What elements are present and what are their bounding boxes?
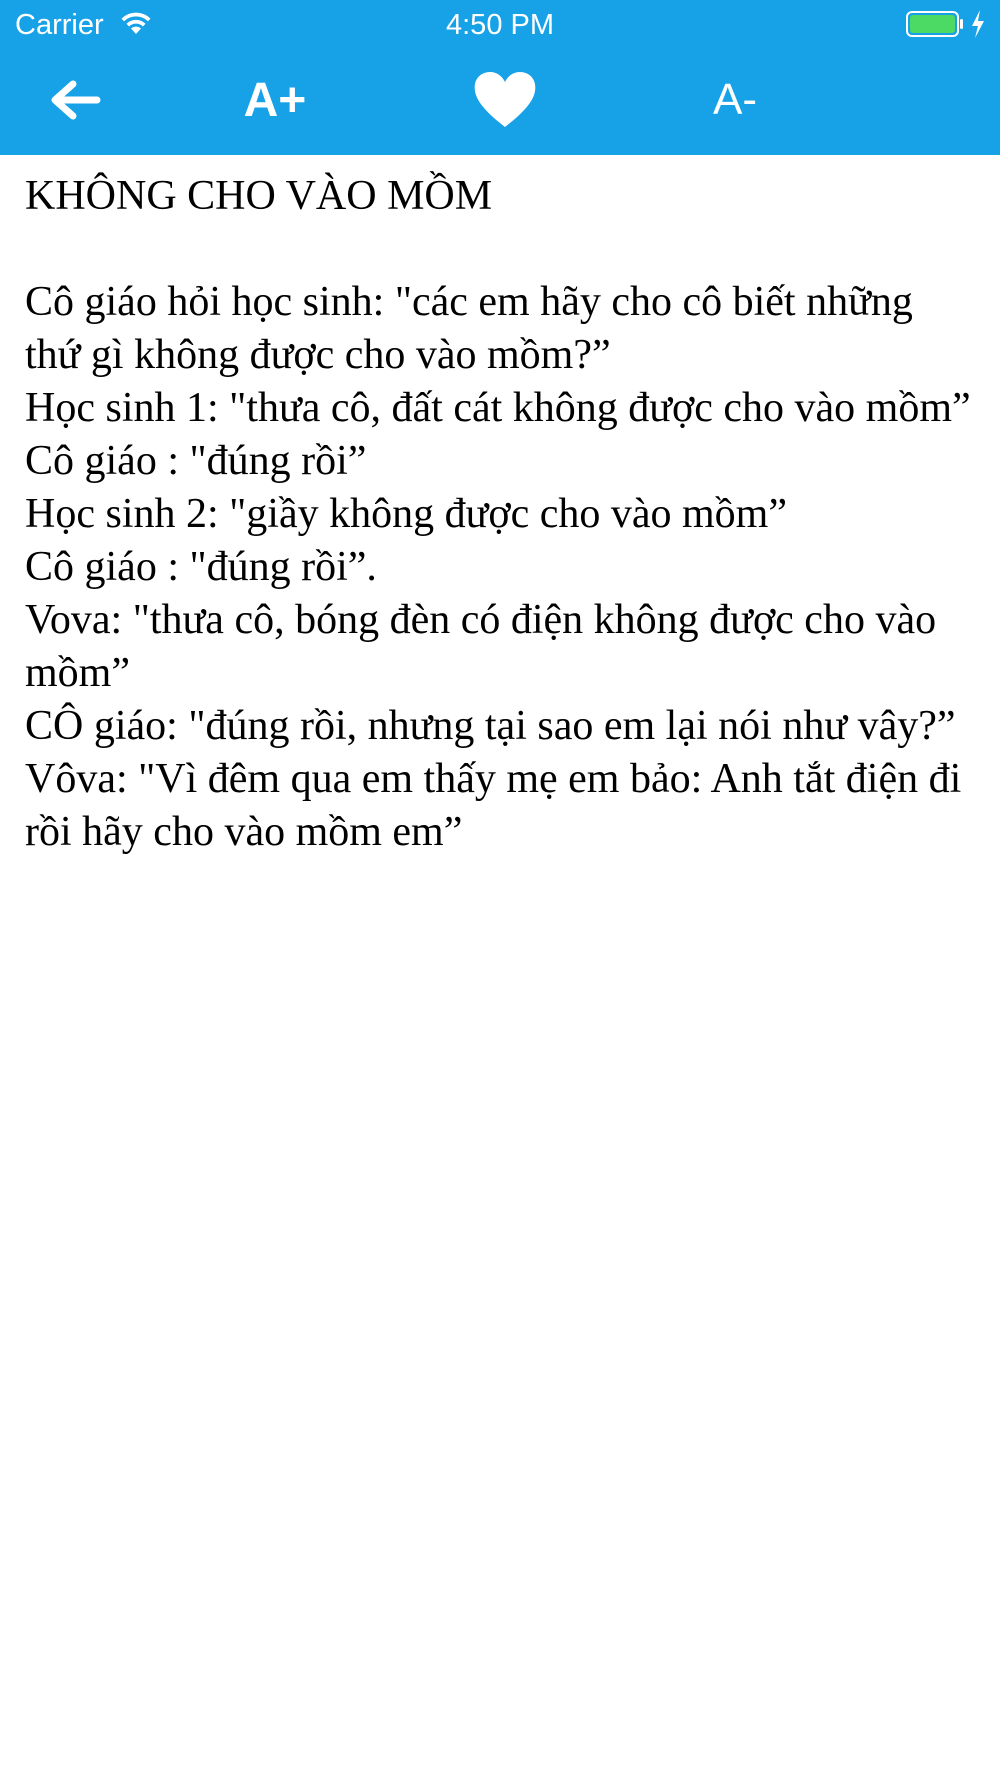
decrease-font-label: A- xyxy=(713,75,757,124)
article-line: Cô giáo hỏi học sinh: "các em hãy cho cô biết những thứ gì không được cho vào mồm?” xyxy=(25,279,913,378)
status-time: 4:50 PM xyxy=(446,9,554,41)
decrease-font-button[interactable] xyxy=(680,55,790,145)
article-line: Vôva: "Vì đêm qua em thấy mẹ em bảo: Anh tắt điện đi rồi hãy cho vào mồm em” xyxy=(25,756,962,855)
article-line: CÔ giáo: "đúng rồi, nhưng tại sao em lại nói như vây?” xyxy=(25,703,956,749)
heart-icon xyxy=(473,71,537,129)
article-body xyxy=(25,170,975,859)
article-line: Học sinh 1: "thưa cô, đất cát không được cho vào mồm” xyxy=(25,385,971,431)
article-line: Cô giáo : "đúng rồi”. xyxy=(25,544,377,590)
top-bar xyxy=(0,0,1000,155)
arrow-left-icon xyxy=(49,80,101,120)
carrier-label: Carrier xyxy=(15,9,104,41)
article-line: Vova: "thưa cô, bóng đèn có điện không được cho vào mồm” xyxy=(25,597,937,696)
article-title: KHÔNG CHO VÀO MỒM xyxy=(25,173,493,219)
increase-font-button[interactable] xyxy=(220,55,330,145)
article-line: Cô giáo : "đúng rồi” xyxy=(25,438,367,484)
increase-font-label: A+ xyxy=(243,73,307,127)
article-line: Học sinh 2: "giầy không được cho vào mồm” xyxy=(25,491,787,537)
charging-bolt-icon xyxy=(970,10,986,38)
status-bar xyxy=(0,0,1000,50)
favorite-button[interactable] xyxy=(455,55,555,145)
back-button[interactable] xyxy=(30,55,120,145)
battery-icon xyxy=(906,11,964,37)
